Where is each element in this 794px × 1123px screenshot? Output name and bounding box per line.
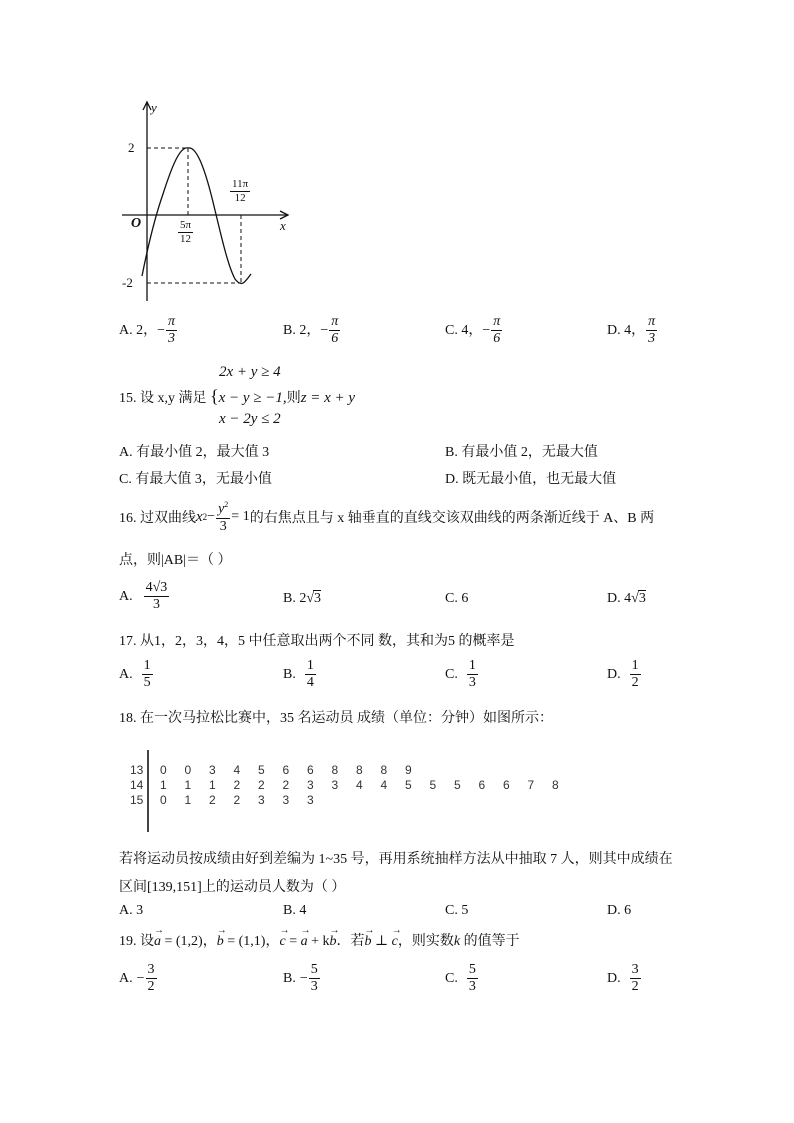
q19-option-c[interactable]: C. $\frac{5}{3}$ — [445, 962, 476, 995]
q15-option-d[interactable]: D. 既无最小值，也无最大值 — [445, 472, 617, 487]
q16-stem-line2: 点，则|AB|＝（ ） — [119, 553, 232, 568]
stem-leaf-row — [130, 792, 577, 807]
q17-option-a[interactable]: A. $\frac{1}{5}$ — [119, 658, 151, 691]
q17-option-b[interactable]: B. $\frac{1}{4}$ — [283, 658, 314, 691]
leaf-value: 1 — [184, 792, 192, 807]
leaf-value: 4 — [356, 777, 363, 792]
leaf-value: 3 — [307, 792, 314, 807]
q15-constraint-1: 2x + y ≥ 4 — [219, 364, 281, 380]
q18-option-b[interactable]: B. 4 — [283, 903, 307, 918]
leaf-value: 3 — [209, 762, 216, 777]
x2-tick-label: $\frac{11\pi}{12}$ — [232, 178, 249, 204]
leaf-value: 5 — [258, 762, 265, 777]
stem-value: 14 — [130, 777, 144, 792]
q17-option-c[interactable]: C. $\frac{1}{3}$ — [445, 658, 476, 691]
leaf-value: 8 — [380, 762, 388, 777]
leaf-value: 8 — [331, 762, 339, 777]
stem-leaf-plot — [130, 762, 577, 807]
leaf-value: 1 — [209, 777, 216, 792]
q18-stem: 18. 在一次马拉松比赛中，35 名运动员 成绩（单位：分钟）如图所示： — [119, 711, 553, 726]
sine-graph — [120, 96, 300, 306]
leaf-value: 3 — [258, 792, 265, 807]
stem-leaf-row — [130, 762, 577, 777]
y-min-label: -2 — [122, 275, 133, 290]
q16-option-c[interactable]: C. 6 — [445, 591, 469, 606]
q16-option-a[interactable]: A. $\frac{4√3}{3}$ — [119, 580, 168, 613]
leaf-value: 4 — [380, 777, 388, 792]
leaf-value: 8 — [356, 762, 363, 777]
q15-constraint-3: x − 2y ≤ 2 — [219, 411, 281, 427]
q14-option-b[interactable]: B. 2，− $\frac{\pi}{6}$ — [283, 314, 339, 347]
q14-option-a[interactable]: A. 2，− $\frac{\pi}{3}$ — [119, 314, 176, 347]
leaf-value: 2 — [282, 777, 290, 792]
leaf-value: 5 — [405, 777, 412, 792]
x1-tick-label: $\frac{5\pi}{12}$ — [180, 219, 192, 245]
leaf-value: 5 — [429, 777, 437, 792]
leaf-value: 7 — [527, 777, 535, 792]
leaf-value: 5 — [454, 777, 461, 792]
q16-option-d[interactable]: D. 4√3 — [607, 591, 646, 606]
leaf-value: 3 — [282, 792, 290, 807]
stem-value: 15 — [130, 792, 144, 807]
leaf-value: 1 — [184, 777, 192, 792]
y-max-label: 2 — [128, 140, 135, 155]
q18-option-a[interactable]: A. 3 — [119, 903, 144, 918]
q15-option-c[interactable]: C. 有最大值 3，无最小值 — [119, 472, 272, 487]
q18-option-c[interactable]: C. 5 — [445, 903, 469, 918]
leaf-value: 2 — [258, 777, 265, 792]
q19-option-a[interactable]: A. − $\frac{3}{2}$ — [119, 962, 155, 995]
q16-stem: 16. 过双曲线 x 2 − $\frac{y^2}{3}$ = 1 的右焦点且与 x 轴垂直的直线交该双曲线的两条渐近线于 A、B 两 — [119, 500, 655, 534]
q15-option-b[interactable]: B. 有最小值 2，无最大值 — [445, 445, 598, 460]
leaf-value: 3 — [307, 777, 314, 792]
leaf-value: 2 — [233, 777, 241, 792]
y-axis-label: y — [151, 100, 157, 115]
leaf-value: 6 — [503, 777, 510, 792]
leaf-value: 0 — [184, 762, 192, 777]
leaf-value: 1 — [160, 777, 167, 792]
q18-option-d[interactable]: D. 6 — [607, 903, 632, 918]
leaf-value: 9 — [405, 762, 412, 777]
q18-text-1: 若将运动员按成绩由好到差编为 1~35 号，再用系统抽样方法从中抽取 7 人，则其中成绩在 — [119, 852, 673, 867]
q15-option-a[interactable]: A. 有最小值 2，最大值 3 — [119, 445, 270, 460]
leaf-value: 6 — [307, 762, 314, 777]
q19-option-b[interactable]: B. − $\frac{5}{3}$ — [283, 962, 318, 995]
leaf-value: 4 — [233, 762, 241, 777]
leaf-value: 0 — [160, 762, 167, 777]
sine-curve — [142, 148, 251, 284]
q19-option-d[interactable]: D. $\frac{3}{2}$ — [607, 962, 639, 995]
q16-option-b[interactable]: B. 2√3 — [283, 591, 322, 606]
q17-stem: 17. 从1，2，3，4，5 中任意取出两个不同 数，其和为5 的概率是 — [119, 634, 515, 649]
q17-option-d[interactable]: D. $\frac{1}{2}$ — [607, 658, 639, 691]
stem-leaf-row — [130, 777, 577, 792]
q18-text-2: 区间[139,151]上的运动员人数为（ ） — [119, 880, 346, 895]
x-axis-label: x — [280, 218, 286, 233]
leaf-value: 0 — [160, 792, 167, 807]
leaf-value: 3 — [331, 777, 339, 792]
leaf-value: 8 — [552, 777, 559, 792]
q14-option-d[interactable]: D. 4， $\frac{\pi}{3}$ — [607, 314, 656, 347]
q14-option-c[interactable]: C. 4，− $\frac{\pi}{6}$ — [445, 314, 501, 347]
leaf-value: 2 — [209, 792, 216, 807]
leaf-value: 2 — [233, 792, 241, 807]
q19-stem: 19. 设→ a = (1,2)，→ b = (1,1)，→ c = → a + k→ b．若→ b ⊥ → c，则实数k 的值等于 — [119, 930, 520, 950]
leaf-value: 6 — [478, 777, 486, 792]
q15-stem: 15. 设 x,y 满足 {x − y ≥ −1,则z = x + y — [119, 386, 356, 406]
origin-label: O — [131, 216, 142, 231]
leaf-value: 6 — [282, 762, 290, 777]
stem-value: 13 — [130, 762, 144, 777]
